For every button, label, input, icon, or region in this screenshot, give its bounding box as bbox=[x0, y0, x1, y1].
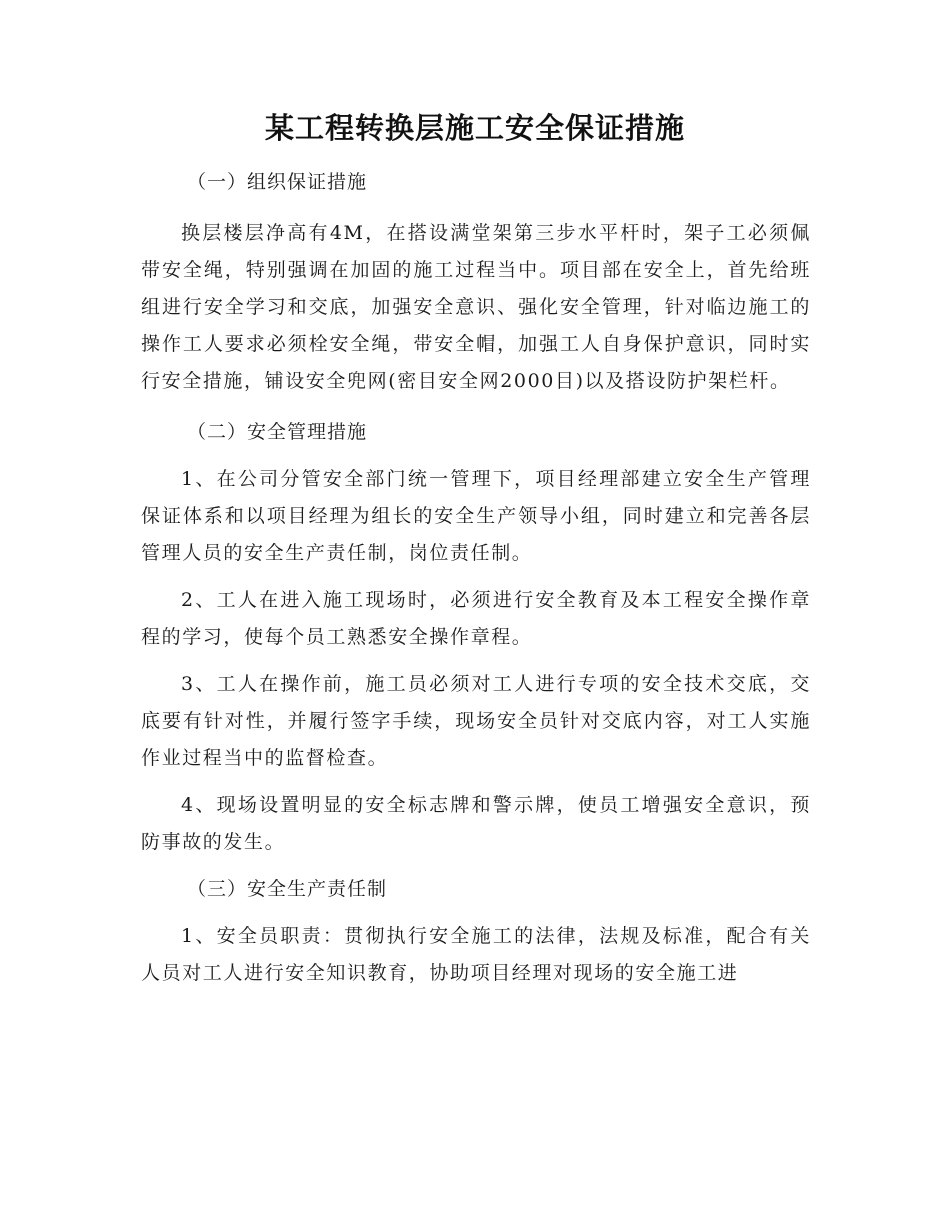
paragraph: 换层楼层净高有4M，在搭设满堂架第三步水平杆时，架子工必须佩带安全绳，特别强调在加固的施工过程当中。项目部在安全上，首先给班组进行安全学习和交底，加强安全意识、强化安全管理，针对临边施工的操作工人要求必须栓安全绳，带安全帽，加强工人自身保护意识，同时实行安全措施，铺设安全兜网(密目安全网2000目)以及搭设防护架栏杆。 bbox=[141, 222, 811, 392]
section-heading-2: （二）安全管理措施 bbox=[187, 421, 368, 443]
paragraph: 3、工人在操作前，施工员必须对工人进行专项的安全技术交底，交底要有针对性，并履行签字手续，现场安全员针对交底内容，对工人实施作业过程当中的监督检查。 bbox=[141, 673, 811, 769]
document-body bbox=[141, 164, 811, 992]
paragraph: 1、在公司分管安全部门统一管理下，项目经理部建立安全生产管理保证体系和以项目经理为组长的安全生产领导小组，同时建立和完善各层管理人员的安全生产责任制，岗位责任制。 bbox=[141, 468, 811, 564]
section-heading-3: （三）安全生产责任制 bbox=[187, 878, 388, 900]
paragraph: 2、工人在进入施工现场时，必须进行安全教育及本工程安全操作章程的学习，使每个员工熟悉安全操作章程。 bbox=[141, 589, 811, 648]
paragraph: 1、安全员职责：贯彻执行安全施工的法律，法规及标准，配合有关人员对工人进行安全知识教育，协助项目经理对现场的安全施工进 bbox=[141, 925, 811, 984]
section-heading-1: （一）组织保证措施 bbox=[187, 171, 368, 193]
paragraph: 4、现场设置明显的安全标志牌和警示牌，使员工增强安全意识，预防事故的发生。 bbox=[141, 794, 811, 853]
document-title: 某工程转换层施工安全保证措施 bbox=[264, 111, 685, 145]
